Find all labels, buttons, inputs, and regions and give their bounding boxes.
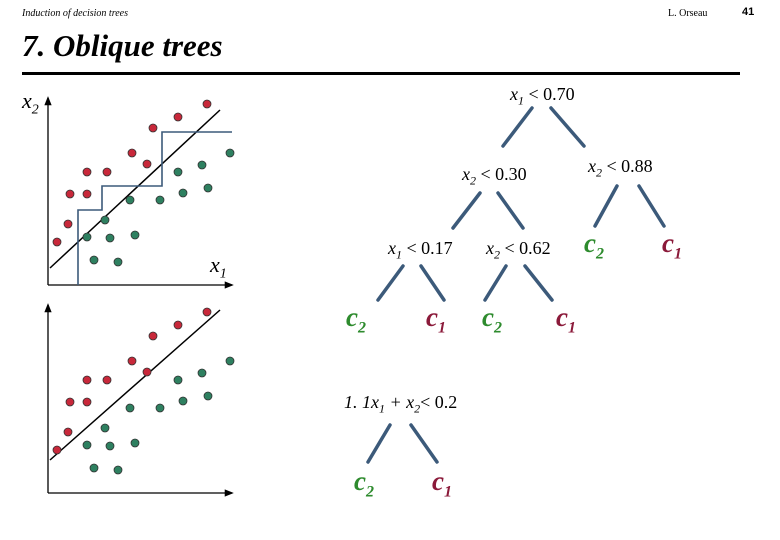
leaf-c2-ll-left: $c_2$ <box>346 302 366 337</box>
plot1-staircase-boundary <box>78 132 232 285</box>
class-c1-point <box>64 220 72 228</box>
leaf-c1-right-right: $c_1$ <box>662 228 682 263</box>
class-c2-point <box>101 216 109 224</box>
class-c1-point <box>128 149 136 157</box>
class-c1-point <box>83 190 91 198</box>
class-c1-point <box>53 446 61 454</box>
class-c1-point <box>103 376 111 384</box>
class-c1-point <box>83 376 91 384</box>
y-axis-label: $x_2$ <box>22 88 39 118</box>
class-c2-point <box>114 258 122 266</box>
class-c1-point <box>53 238 61 246</box>
class-c2-point <box>204 392 212 400</box>
plot2-oblique-boundary <box>50 310 220 460</box>
class-c1-point <box>149 332 157 340</box>
class-c1-point <box>128 357 136 365</box>
tree1-root-label: $x_1 < 0.70$ <box>510 84 575 108</box>
class-c2-point <box>90 464 98 472</box>
class-c1-point <box>66 398 74 406</box>
class-c2-point <box>83 441 91 449</box>
class-c2-point <box>198 161 206 169</box>
class-c2-point <box>101 424 109 432</box>
class-c2-point <box>90 256 98 264</box>
tree2-edges <box>368 425 437 462</box>
class-c1-point <box>83 168 91 176</box>
class-c1-point <box>66 190 74 198</box>
tree1-lr-label: $x_2 < 0.62$ <box>486 238 551 262</box>
class-c2-point <box>226 149 234 157</box>
class-c2-point <box>179 189 187 197</box>
class-c1-point <box>83 398 91 406</box>
class-c1-point <box>64 428 72 436</box>
class-c1-point <box>174 321 182 329</box>
class-c2-point <box>106 442 114 450</box>
class-c2-point <box>174 168 182 176</box>
header-course-title: Induction of decision trees <box>22 8 128 19</box>
class-c2-point <box>174 376 182 384</box>
data-points <box>53 100 234 474</box>
class-c2-point <box>156 196 164 204</box>
plot1-oblique-boundary <box>50 110 220 268</box>
leaf-c1-lr-right: $c_1$ <box>556 302 576 337</box>
header-author: L. Orseau <box>668 8 708 19</box>
class-c2-point <box>156 404 164 412</box>
class-c2-point <box>126 196 134 204</box>
leaf-c2-lr-left: $c_2$ <box>482 302 502 337</box>
class-c2-point <box>198 369 206 377</box>
tree2-leaf-c2: $c_2$ <box>354 466 374 501</box>
tree2-leaf-c1: $c_1$ <box>432 466 452 501</box>
class-c1-point <box>149 124 157 132</box>
leaf-c1-ll-right: $c_1$ <box>426 302 446 337</box>
tree1-right-label: $x_2 < 0.88$ <box>588 156 653 180</box>
class-c2-point <box>204 184 212 192</box>
x-axis-label: $x_1$ <box>210 252 227 282</box>
class-c2-point <box>179 397 187 405</box>
class-c2-point <box>131 439 139 447</box>
class-c2-point <box>226 357 234 365</box>
class-c2-point <box>83 233 91 241</box>
class-c2-point <box>114 466 122 474</box>
class-c2-point <box>131 231 139 239</box>
tree1-edges <box>378 108 664 300</box>
tree2-root-label: 1. $1x_1 + x_2< 0.2$ <box>344 392 458 416</box>
tree1-ll-label: $x_1 < 0.17$ <box>388 238 453 262</box>
class-c1-point <box>203 100 211 108</box>
page-number: 41 <box>742 6 755 18</box>
class-c1-point <box>203 308 211 316</box>
class-c1-point <box>103 168 111 176</box>
class-c1-point <box>143 368 151 376</box>
class-c1-point <box>174 113 182 121</box>
slide-title: 7. Oblique trees <box>22 28 223 63</box>
leaf-c2-right-left: $c_2$ <box>584 228 604 263</box>
class-c1-point <box>143 160 151 168</box>
tree1-left-label: $x_2 < 0.30$ <box>462 164 527 188</box>
class-c2-point <box>126 404 134 412</box>
class-c2-point <box>106 234 114 242</box>
